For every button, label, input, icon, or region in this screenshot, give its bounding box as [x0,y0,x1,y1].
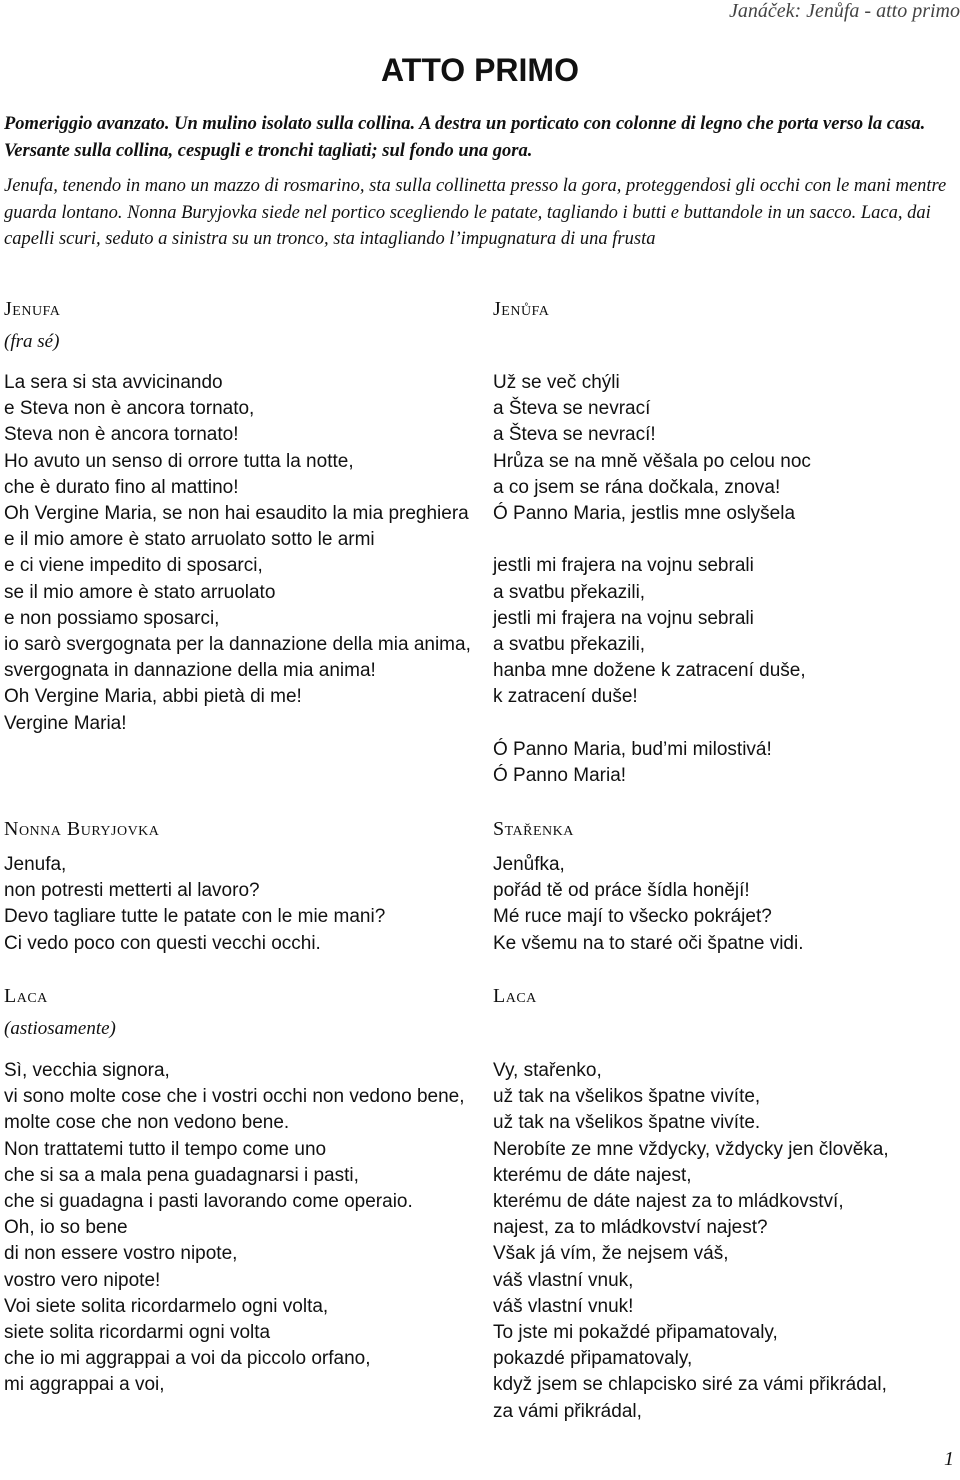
verse-line: kterému de dáte najest, [493,1164,692,1186]
verse-line: Hrůza se na mně věšala po celou noc [493,450,811,472]
verse-line: Ke všemu na to staré oči špatne vidi. [493,932,804,954]
verse-line: molte cose che non vedono bene. [4,1112,290,1134]
verse-line: e non possiamo sposarci, [4,607,220,629]
verse-line: Vy, stařenko, [493,1060,602,1081]
laca-it-lines [4,1058,474,1399]
verse-line: Oh Vergine Maria, abbi pietà di me! [4,686,302,708]
verse-line: Voi siete solita ricordarmelo ogni volta, [4,1295,329,1317]
laca-cz-lines [493,1058,953,1425]
verse-line: a Števa se nevrací [493,398,651,420]
verse-line: io sarò svergognata per la dannazione della mia anima, [4,634,471,656]
direction-laca-it: (astiosamente) [4,1018,116,1039]
verse-line: kterému de dáte najest za to mládkovství, [493,1191,844,1213]
verse-line: e Steva non è ancora tornato, [4,398,255,420]
verse-line: Nerobíte ze mne vždycky, vždycky jen člověka, [493,1138,889,1160]
verse-line: už tak na všelikos špatne vivíte. [493,1112,761,1134]
verse-line: che io mi aggrappai a voi da piccolo orfano, [4,1348,371,1370]
speaker-nonna-it: Nonna Buryjovka [4,818,160,840]
nonna-it-lines [4,852,474,957]
verse-line: La sera si sta avvicinando [4,372,223,393]
verse-line: vi sono molte cose che i vostri occhi non vedono bene, [4,1086,465,1108]
verse-line: svergognata in dannazione della mia anima! [4,660,376,682]
speaker-laca-cz: Laca [493,985,537,1007]
verse-line: e il mio amore è stato arruolato sotto le armi [4,529,375,551]
verse-line: váš vlastní vnuk! [493,1295,634,1317]
verse-line: Ó Panno Maria, jestlis mne oslyšela [493,503,796,525]
verse-spacer [493,527,953,553]
verse-line: Však já vím, že nejsem váš, [493,1243,729,1265]
verse-line: Non trattatemi tutto il tempo come uno [4,1138,327,1160]
verse-line: vostro vero nipote! [4,1269,161,1291]
speaker-jenufa-it: Jenufa [4,298,61,320]
verse-line: siete solita ricordarmi ogni volta [4,1322,271,1344]
starenka-cz-lines [493,852,953,957]
verse-line: Sì, vecchia signora, [4,1060,170,1081]
verse-line: pokazdé připamatovaly, [493,1348,693,1370]
verse-line: mi aggrappai a voi, [4,1374,165,1396]
verse-line: e ci viene impedito di sposarci, [4,555,263,577]
jenufa-it-lines [4,370,474,737]
verse-line: najest, za to mládkovství najest? [493,1217,768,1239]
verse-line: Jenůfka, [493,854,565,875]
verse-line: za vámi přikrádal, [493,1400,642,1422]
verse-line: Devo tagliare tutte le patate con le mie mani? [4,906,386,928]
verse-line: Už se več chýli [493,372,620,393]
stage-direction-action: Jenufa, tenendo in mano un mazzo di rosmarino, sta sulla collinetta presso la gora, proteggendosi gli occhi con le mani mentre guarda lontano. Nonna Buryjovka siede nel portico scegliendo le patate, tagliando i butti e buttandole in un sacco. Laca, dai capelli scuri, seduto a sinistra su un tronco, sta intagliando l’impugnatura di una frusta [4,176,947,249]
verse-line: Ó Panno Maria! [493,765,627,787]
verse-line: Jenufa, [4,854,67,875]
speaker-jenufa-cz: Jenůfa [493,298,550,320]
stage-direction-setting: Pomeriggio avanzato. Un mulino isolato sulla collina. A destra un porticato con colonne di legno che porta verso la casa. Versante sulla collina, cespugli e tronchi tagliati; sul fondo una gora. [4,114,926,161]
speaker-laca-it: Laca [4,985,48,1007]
verse-line: a svatbu překazili, [493,581,646,603]
act-title: ATTO PRIMO [381,52,579,88]
verse-line: Ci vedo poco con questi vecchi occhi. [4,932,321,954]
verse-line: Ó Panno Maria, bud’mi milostivá! [493,738,772,760]
verse-line: Ho avuto un senso di orrore tutta la notte, [4,450,354,472]
verse-spacer [493,711,953,737]
verse-line: k zatracení duše! [493,686,638,708]
verse-line: se il mio amore è stato arruolato [4,581,276,603]
running-header: Janáček: Jenůfa - atto primo [728,0,960,22]
verse-line: Oh Vergine Maria, se non hai esaudito la mia preghiera [4,503,469,525]
speaker-starenka-cz: Stařenka [493,818,574,840]
verse-line: Steva non è ancora tornato! [4,424,239,446]
verse-line: Vergine Maria! [4,712,127,734]
verse-line: Oh, io so bene [4,1217,128,1239]
verse-line: To jste mi pokaždé připamatovaly, [493,1322,778,1344]
verse-line: di non essere vostro nipote, [4,1243,238,1265]
verse-line: a co jsem se rána dočkala, znova! [493,476,781,498]
verse-line: Mé ruce mají to všecko pokrájet? [493,906,772,928]
verse-line: když jsem se chlapcisko siré za vámi přikrádal, [493,1374,887,1396]
verse-line: jestli mi frajera na vojnu sebrali [493,607,754,629]
verse-line: váš vlastní vnuk, [493,1269,634,1291]
verse-line: jestli mi frajera na vojnu sebrali [493,555,754,577]
verse-line: hanba mne dožene k zatracení duše, [493,660,806,682]
page-number: 1 [944,1448,954,1470]
verse-line: a svatbu překazili, [493,634,646,656]
verse-line: non potresti metterti al lavoro? [4,880,260,902]
verse-line: pořád tě od práce šídla honějí! [493,880,750,902]
direction-jenufa-it: (fra sé) [4,331,60,352]
verse-line: che si guadagna i pasti lavorando come operaio. [4,1191,413,1213]
verse-line: už tak na všelikos špatne vivíte, [493,1086,761,1108]
verse-line: che è durato fino al mattino! [4,476,239,498]
verse-line: che si sa a mala pena guadagnarsi i pasti, [4,1164,359,1186]
verse-line: a Števa se nevrací! [493,424,656,446]
jenufa-cz-lines [493,370,953,789]
